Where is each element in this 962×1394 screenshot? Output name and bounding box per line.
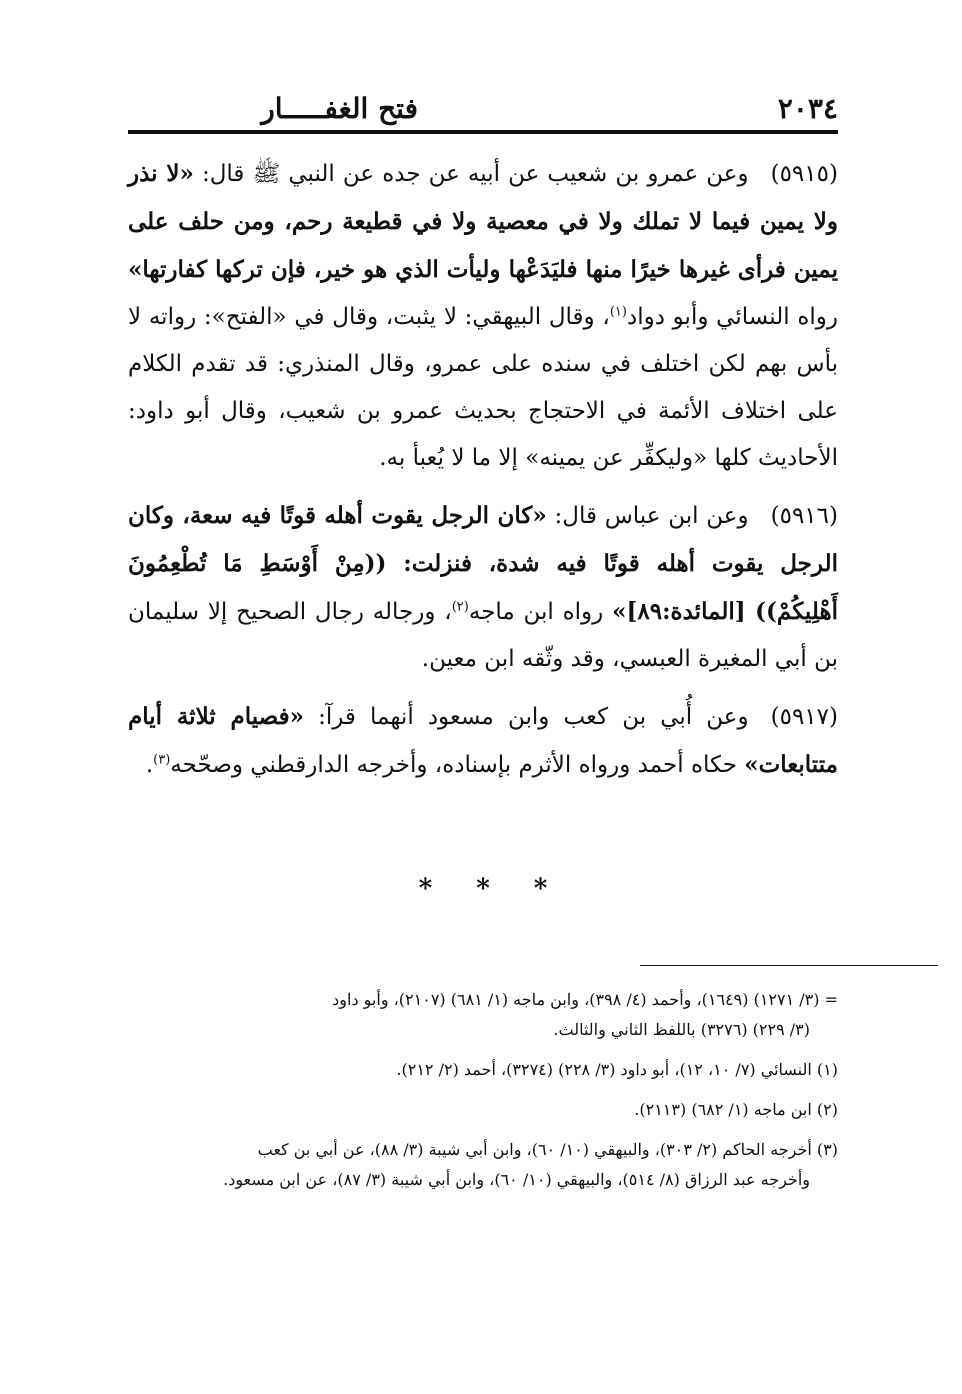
hadith-chain: وعن عمرو بن شعيب عن أبيه عن جده عن النبي ﷺ قال: (193, 161, 749, 187)
footnote-ref[interactable]: (٣) (153, 752, 171, 768)
footnote-rule (640, 965, 938, 966)
footnote-line: (٢) ابن ماجه (١/ ٦٨٢) (٢١١٣). (634, 1100, 838, 1119)
footnote-line: وأخرجه عبد الرزاق (٨/ ٥١٤)، والبيهقي (١٠/ ٦٠)، وابن أبي شيبة (٣/ ٨٧)، عن ابن مسعود. (223, 1170, 810, 1189)
separator-star: * (476, 874, 490, 904)
hadith-number: (٥٩١٦) (770, 503, 838, 529)
running-title: فتح الغفـــــار (261, 92, 418, 125)
footnote-1 (128, 1055, 838, 1085)
hadith-text: «فصيام ثلاثة أيام متتابعات» (128, 703, 838, 778)
hadith-commentary: ، ورجاله رجال الصحيح إلا سليمان بن أبي المغيرة العبسي، وقد وثّقه ابن معين. (128, 599, 838, 672)
hadith-commentary: ، وقال البيهقي: لا يثبت، وقال في «الفتح»: رواته لا بأس بهم لكن اختلف في سنده على عمرو، وقال المنذري: قد تقدم الكلام على اختلاف الأئمة في الاحتجاج بحديث عمرو بن شعيب، وقال أبو داود: الأحاديث كلها «وليكفِّر عن يمينه» إلا ما لا يُعبأ به. (128, 304, 838, 471)
footnote-line: (٣) أخرجه الحاكم (٢/ ٣٠٣)، والبيهقي (١٠/ ٦٠)، وابن أبي شيبة (٣/ ٨٨)، عن أبي بن كعب (257, 1140, 838, 1159)
section-separator (128, 874, 838, 904)
footnote-ref[interactable]: (١) (609, 304, 627, 320)
hadith-text: «كان الرجل يقوت أهله قوتًا فيه سعة، وكان الرجل يقوت أهله قوتًا فيه شدة، فنزلت: ((مِنْ أَوْسَطِ مَا تُطْعِمُونَ أَهْلِيكُمْ)) [المائدة:٨٩]» (128, 502, 838, 625)
footnote-line: (١) النسائي (٧/ ١٠، ١٢)، أبو داود (٣/ ٢٢٨) (٣٢٧٤)، أحمد (٢/ ٢١٢). (396, 1060, 838, 1079)
page-number: ٢٠٣٤ (777, 92, 838, 125)
hadith-paragraph (128, 492, 838, 683)
footnote-3 (128, 1135, 838, 1195)
hadith-chain: وعن ابن عباس قال: (546, 503, 749, 529)
hadith-commentary: . (145, 752, 154, 778)
hadith-paragraph (128, 150, 838, 482)
page-header (128, 92, 838, 126)
header-rule (128, 130, 838, 134)
footnotes (128, 985, 838, 1205)
book-page (128, 0, 838, 1394)
hadith-number: (٥٩١٥) (770, 161, 838, 187)
hadith-commentary: حكاه أحمد ورواه الأثرم بإسناده، وأخرجه الدارقطني وصحّحه (170, 752, 745, 778)
hadith-commentary: رواه النسائي وأبو دواد (626, 304, 838, 330)
footnote-line: (٣/ ٢٢٩) (٣٢٧٦) باللفظ الثاني والثالث. (553, 1020, 810, 1039)
hadith-number: (٥٩١٧) (770, 704, 838, 730)
hadith-chain: وعن أُبي بن كعب وابن مسعود أنهما قرآ: (304, 704, 749, 730)
separator-star: * (533, 874, 548, 904)
footnote-continuation (128, 985, 838, 1045)
hadith-commentary: رواه ابن ماجه (468, 599, 613, 625)
footnote-2 (128, 1095, 838, 1125)
footnote-ref[interactable]: (٢) (451, 599, 469, 615)
footnote-line: = (٣/ ١٢٧١) (١٦٤٩)، وأحمد (٤/ ٣٩٨)، وابن ماجه (١/ ٦٨١) (٢١٠٧)، وأبو داود (332, 990, 838, 1009)
separator-star: * (418, 874, 433, 904)
hadith-paragraph (128, 693, 838, 789)
hadith-text: «لا نذر ولا يمين فيما لا تملك ولا في معصية ولا في قطيعة رحم، ومن حلف على يمين فرأى غيرها خيرًا منها فليَدَعْها وليأت الذي هو خير، فإن تركها كفارتها» (128, 160, 838, 283)
main-text (128, 150, 838, 799)
